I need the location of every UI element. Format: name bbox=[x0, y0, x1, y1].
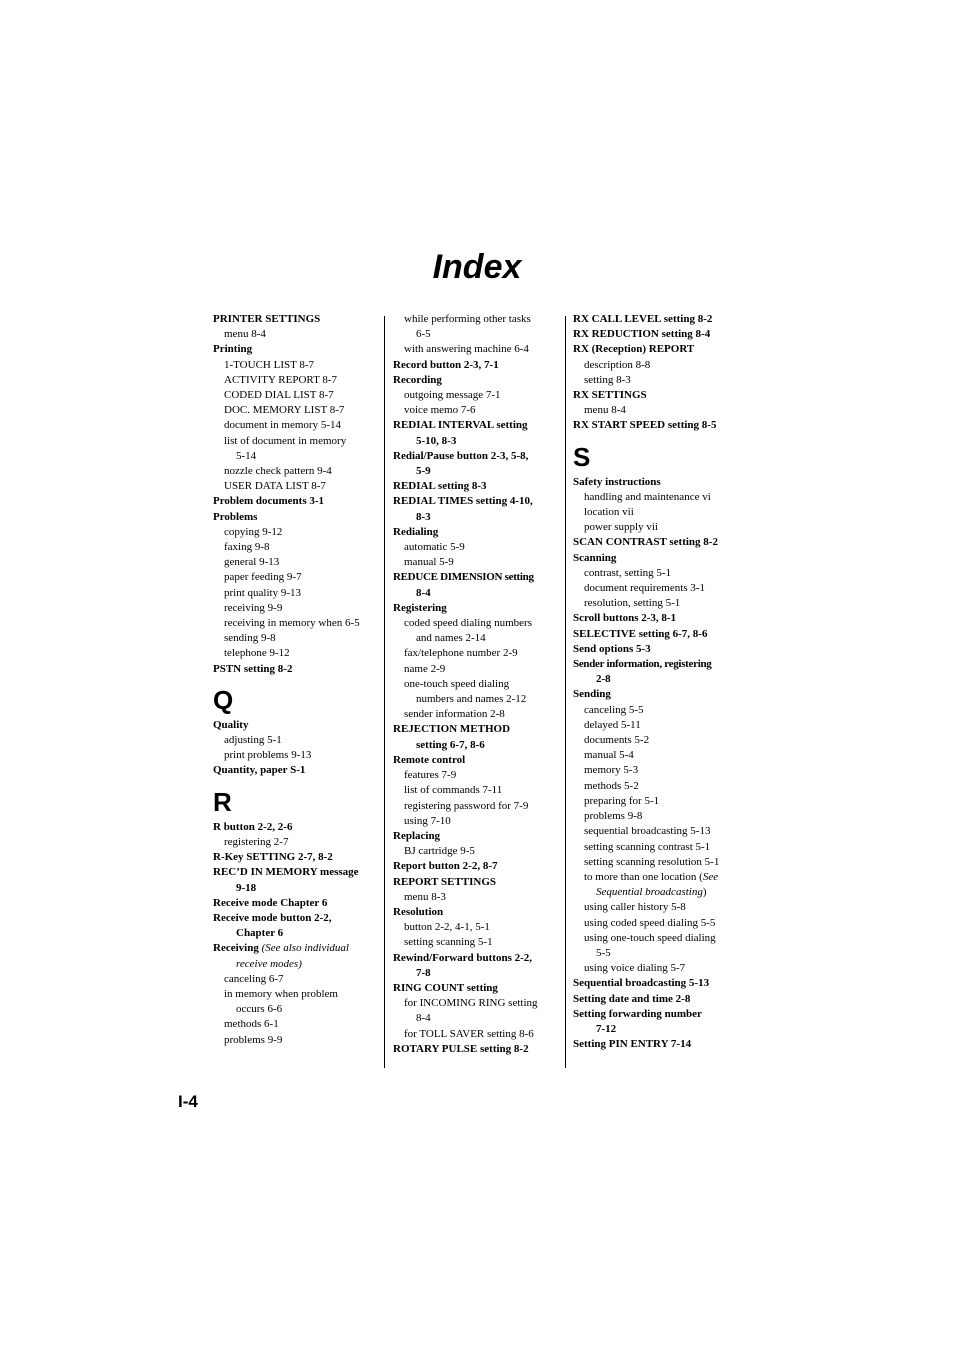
index-subentry: using voice dialing 5-7 bbox=[584, 962, 686, 975]
index-entry: Quality bbox=[213, 718, 249, 731]
index-subentry: receiving in memory when 6-5 bbox=[224, 617, 360, 630]
index-subentry: while performing other tasks bbox=[404, 313, 531, 325]
index-entry: REDIAL INTERVAL setting bbox=[393, 419, 528, 432]
index-entry: Setting date and time 2-8 bbox=[573, 992, 691, 1005]
index-subentry: using 7-10 bbox=[404, 814, 451, 827]
index-subentry: 1-TOUCH LIST 8-7 bbox=[224, 358, 315, 371]
index-continuation: 9-18 bbox=[236, 881, 257, 894]
index-subentry: registering 2-7 bbox=[224, 835, 289, 848]
index-subentry: print problems 9-13 bbox=[224, 749, 312, 762]
index-entry: Quantity, paper S-1 bbox=[213, 764, 306, 777]
index-entry: SELECTIVE setting 6-7, 8-6 bbox=[573, 627, 708, 640]
index-subentry: problems 9-8 bbox=[584, 810, 643, 823]
index-continuation: 5-9 bbox=[416, 465, 431, 478]
index-entry: Recording bbox=[393, 373, 442, 386]
index-continuation: 7-12 bbox=[596, 1022, 617, 1035]
index-entry: RX CALL LEVEL setting 8-2 bbox=[573, 313, 713, 325]
index-entry: RX SETTINGS bbox=[573, 389, 647, 402]
index-continuation: occurs 6-6 bbox=[236, 1003, 283, 1016]
index-entry: SCAN CONTRAST setting 8-2 bbox=[573, 536, 718, 549]
index-subentry: name 2-9 bbox=[404, 662, 446, 675]
index-entry: PSTN setting 8-2 bbox=[213, 662, 293, 675]
cross-reference: See bbox=[702, 870, 719, 883]
index-subentry: memory 5-3 bbox=[584, 764, 639, 777]
index-subentry: problems 9-9 bbox=[224, 1033, 283, 1046]
index-subentry: menu 8-4 bbox=[224, 328, 266, 341]
index-subentry: preparing for 5-1 bbox=[584, 794, 660, 807]
index-subentry: telephone 9-12 bbox=[224, 647, 290, 660]
index-subentry: using coded speed dialing 5-5 bbox=[584, 916, 716, 929]
index-entry: Safety instructions bbox=[573, 475, 661, 488]
index-subentry: menu 8-4 bbox=[584, 404, 626, 417]
index-entry bbox=[213, 941, 379, 956]
cross-reference: Sequential broadcasting bbox=[596, 886, 703, 899]
index-subentry: general 9-13 bbox=[224, 556, 280, 569]
index-subentry: paper feeding 9-7 bbox=[224, 571, 302, 584]
index-subentry: menu 8-3 bbox=[404, 890, 446, 903]
index-subentry: manual 5-9 bbox=[404, 556, 454, 569]
index-entry: Remote control bbox=[393, 753, 466, 766]
index-entry: Replacing bbox=[393, 829, 441, 842]
index-subentry: voice memo 7-6 bbox=[404, 404, 476, 417]
index-continuation: 5-5 bbox=[596, 946, 611, 959]
index-continuation: setting 6-7, 8-6 bbox=[416, 738, 485, 751]
index-entry: RX (Reception) REPORT bbox=[573, 343, 695, 356]
index-subentry: one-touch speed dialing bbox=[404, 677, 510, 690]
index-subentry: list of document in memory bbox=[224, 434, 347, 447]
index-continuation: 5-10, 8-3 bbox=[416, 434, 457, 447]
index-entry-term: Receiving bbox=[213, 942, 259, 955]
index-entry: Resolution bbox=[393, 905, 444, 918]
index-entry: REJECTION METHOD bbox=[393, 723, 511, 736]
index-continuation: Chapter 6 bbox=[236, 927, 284, 940]
index-entry: Problems bbox=[213, 510, 258, 523]
index-entry: PRINTER SETTINGS bbox=[213, 313, 321, 325]
index-entry: Setting PIN ENTRY 7-14 bbox=[573, 1038, 692, 1051]
index-subentry: in memory when problem bbox=[224, 987, 338, 1000]
index-continuation: 2-8 bbox=[596, 673, 611, 686]
index-subentry: using caller history 5-8 bbox=[584, 901, 686, 914]
index-subentry: receiving 9-9 bbox=[224, 601, 283, 614]
index-subentry: ACTIVITY REPORT 8-7 bbox=[224, 373, 338, 386]
index-entry: REDIAL TIMES setting 4-10, bbox=[393, 495, 533, 508]
index-subentry: setting scanning resolution 5-1 bbox=[584, 855, 720, 868]
index-subentry: for INCOMING RING setting bbox=[404, 997, 538, 1010]
cross-reference: (See also individual bbox=[258, 942, 349, 955]
index-subentry: adjusting 5-1 bbox=[224, 734, 282, 747]
index-subentry: for TOLL SAVER setting 8-6 bbox=[404, 1027, 534, 1040]
index-subentry: print quality 9-13 bbox=[224, 586, 301, 599]
index-subentry: methods 6-1 bbox=[224, 1018, 279, 1031]
index-subentry: faxing 9-8 bbox=[224, 541, 270, 554]
index-entry: Send options 5-3 bbox=[573, 642, 651, 655]
index-subentry: canceling 6-7 bbox=[224, 972, 284, 985]
index-entry: Sender information, registering bbox=[573, 658, 712, 671]
index-subentry: with answering machine 6-4 bbox=[404, 343, 529, 356]
index-continuation: 6-5 bbox=[416, 328, 431, 341]
index-entry: Redialing bbox=[393, 525, 439, 538]
index-subentry: resolution, setting 5-1 bbox=[584, 597, 681, 610]
index-subentry: registering password for 7-9 bbox=[404, 799, 529, 812]
index-subentry: documents 5-2 bbox=[584, 734, 650, 747]
index-entry: Redial/Pause button 2-3, 5-8, bbox=[393, 449, 529, 462]
index-subentry: sender information 2-8 bbox=[404, 708, 505, 721]
index-subentry: features 7-9 bbox=[404, 769, 457, 782]
index-entry: REDUCE DIMENSION setting bbox=[393, 571, 534, 584]
index-continuation: numbers and names 2-12 bbox=[416, 693, 527, 706]
page-title: Index bbox=[432, 248, 522, 286]
index-entry: Setting forwarding number bbox=[573, 1007, 702, 1020]
index-entry: REDIAL setting 8-3 bbox=[393, 480, 487, 493]
section-letter-r: R bbox=[213, 786, 232, 817]
index-subentry: coded speed dialing numbers bbox=[404, 617, 532, 630]
column-divider bbox=[565, 316, 566, 1068]
index-entry: RX REDUCTION setting 8-4 bbox=[573, 328, 711, 341]
index-column-1 bbox=[213, 312, 379, 1048]
closing-paren: ) bbox=[702, 886, 707, 899]
index-column-2 bbox=[393, 312, 559, 1057]
index-entry: Receive mode Chapter 6 bbox=[213, 896, 328, 909]
index-entry: Printing bbox=[213, 343, 253, 356]
index-subentry: BJ cartridge 9-5 bbox=[404, 845, 475, 858]
index-subentry: power supply vii bbox=[584, 521, 658, 534]
index-entry: Registering bbox=[393, 601, 447, 614]
index-entry: Scanning bbox=[573, 551, 617, 564]
index-subentry: delayed 5-11 bbox=[584, 718, 641, 731]
index-subentry: manual 5-4 bbox=[584, 749, 634, 762]
index-continuation: and names 2-14 bbox=[416, 632, 486, 645]
index-entry: Sending bbox=[573, 688, 611, 701]
index-subentry: methods 5-2 bbox=[584, 779, 639, 792]
index-entry: Record button 2-3, 7-1 bbox=[393, 358, 499, 371]
index-entry: RX START SPEED setting 8-5 bbox=[573, 419, 717, 432]
index-entry: R-Key SETTING 2-7, 8-2 bbox=[213, 851, 333, 864]
index-subentry: sequential broadcasting 5-13 bbox=[584, 825, 711, 838]
index-entry: Problem documents 3-1 bbox=[213, 495, 325, 508]
index-entry: Rewind/Forward buttons 2-2, bbox=[393, 951, 533, 964]
index-entry: Receive mode button 2-2, bbox=[213, 911, 332, 924]
subentry-text: to more than one location ( bbox=[584, 870, 703, 883]
index-subentry: nozzle check pattern 9-4 bbox=[224, 465, 332, 478]
index-subentry: setting scanning 5-1 bbox=[404, 936, 493, 949]
index-entry: Scroll buttons 2-3, 8-1 bbox=[573, 612, 677, 625]
column-divider bbox=[384, 316, 385, 1068]
index-subentry: canceling 5-5 bbox=[584, 703, 644, 716]
index-subentry: list of commands 7-11 bbox=[404, 784, 503, 797]
index-subentry: contrast, setting 5-1 bbox=[584, 566, 672, 579]
page-number: I-4 bbox=[178, 1092, 198, 1111]
index-subentry: location vii bbox=[584, 506, 634, 519]
section-letter-q: Q bbox=[213, 684, 234, 715]
index-subentry: CODED DIAL LIST 8-7 bbox=[224, 389, 334, 402]
index-continuation: 8-4 bbox=[416, 1012, 431, 1025]
index-subentry: document requirements 3-1 bbox=[584, 582, 705, 595]
index-subentry: handling and maintenance vi bbox=[584, 490, 711, 503]
index-subentry: outgoing message 7-1 bbox=[404, 389, 501, 402]
index-continuation: 7-8 bbox=[416, 966, 431, 979]
index-subentry: description 8-8 bbox=[584, 358, 651, 371]
index-subentry: setting scanning contrast 5-1 bbox=[584, 840, 711, 853]
index-subentry: automatic 5-9 bbox=[404, 541, 465, 554]
index-subentry: button 2-2, 4-1, 5-1 bbox=[404, 921, 490, 934]
index-entry: REC’D IN MEMORY message bbox=[213, 866, 359, 879]
index-subentry: using one-touch speed dialing bbox=[584, 931, 716, 944]
index-subentry: DOC. MEMORY LIST 8-7 bbox=[224, 404, 345, 417]
index-subentry bbox=[573, 870, 739, 885]
index-entry: Sequential broadcasting 5-13 bbox=[573, 977, 710, 990]
index-subentry: document in memory 5-14 bbox=[224, 419, 342, 432]
index-entry: Report button 2-2, 8-7 bbox=[393, 860, 498, 873]
index-continuation: 8-3 bbox=[416, 510, 431, 523]
index-subentry: copying 9-12 bbox=[224, 525, 283, 538]
index-subentry: setting 8-3 bbox=[584, 373, 631, 386]
index-continuation: 5-14 bbox=[236, 449, 257, 462]
cross-reference: receive modes) bbox=[236, 957, 302, 970]
index-entry: ROTARY PULSE setting 8-2 bbox=[393, 1042, 529, 1055]
index-continuation: 8-4 bbox=[416, 586, 431, 599]
index-subentry: USER DATA LIST 8-7 bbox=[224, 480, 326, 493]
index-entry: REPORT SETTINGS bbox=[393, 875, 497, 888]
index-entry: R button 2-2, 2-6 bbox=[213, 820, 293, 833]
index-subentry: sending 9-8 bbox=[224, 632, 276, 645]
index-column-3 bbox=[573, 312, 739, 1052]
index-entry: RING COUNT setting bbox=[393, 981, 498, 994]
section-letter-s: S bbox=[573, 441, 591, 472]
index-continuation bbox=[573, 885, 739, 900]
index-subentry: fax/telephone number 2-9 bbox=[404, 647, 518, 660]
